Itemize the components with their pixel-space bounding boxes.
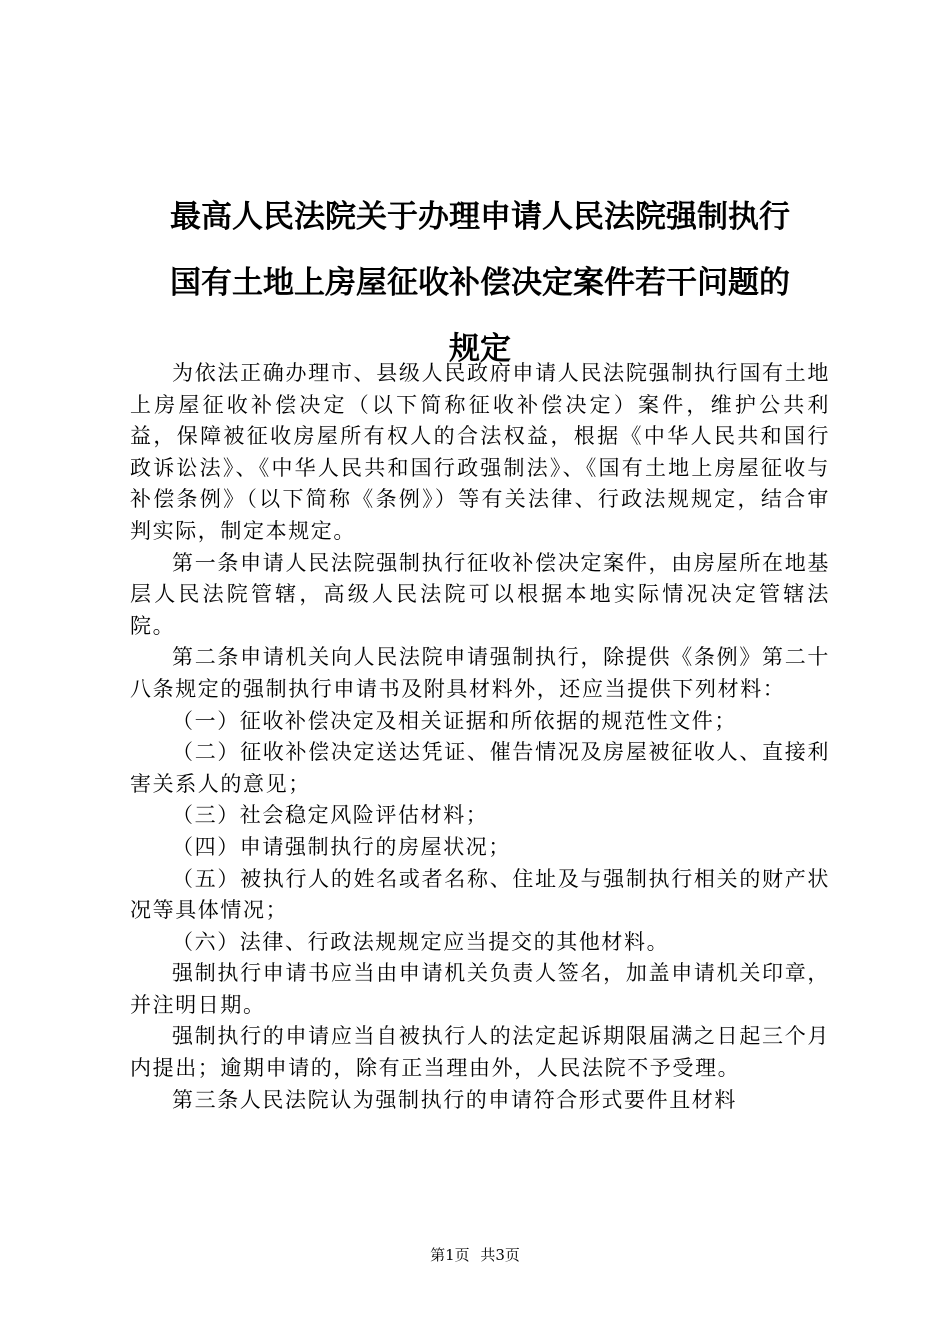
page-number: 第1页 bbox=[430, 1246, 470, 1264]
deadline-paragraph: 强制执行的申请应当自被执行人的法定起诉期限届满之日起三个月内提出；逾期申请的，除有正当理由外，人民法院不予受理。 bbox=[130, 1024, 830, 1081]
title-line-3: 规定 bbox=[449, 331, 511, 367]
title-line-1: 最高人民法院关于办理申请人民法院强制执行 bbox=[170, 199, 790, 235]
article-2-item-3: （三）社会稳定风险评估材料； bbox=[172, 803, 489, 828]
article-3-paragraph: 第三条人民法院认为强制执行的申请符合形式要件且材料 bbox=[172, 1087, 737, 1112]
article-2-item-6: （六）法律、行政法规规定应当提交的其他材料。 bbox=[172, 929, 670, 954]
article-1-paragraph: 第一条申请人民法院强制执行征收补偿决定案件，由房屋所在地基层人民法院管辖，高级人民法院可以根据本地实际情况决定管辖法院。 bbox=[130, 550, 830, 638]
article-2-item-1: （一）征收补偿决定及相关证据和所依据的规范性文件； bbox=[172, 708, 737, 733]
article-2-item-5: （五）被执行人的姓名或者名称、住址及与强制执行相关的财产状况等具体情况； bbox=[130, 866, 830, 923]
article-2-item-4: （四）申请强制执行的房屋状况； bbox=[172, 834, 511, 859]
page-total: 共3页 bbox=[480, 1246, 520, 1264]
title-line-2: 国有土地上房屋征收补偿决定案件若干问题的 bbox=[170, 265, 790, 301]
signature-paragraph: 强制执行申请书应当由申请机关负责人签名，加盖申请机关印章，并注明日期。 bbox=[130, 961, 830, 1017]
document-body bbox=[130, 358, 830, 1116]
preamble-paragraph: 为依法正确办理市、县级人民政府申请人民法院强制执行国有土地上房屋征收补偿决定（以下简称征收补偿决定）案件，维护公共利益，保障被征收房屋所有权人的合法权益，根据《中华人民共和国行政诉讼法》、《中华人民共和国行政强制法》、《国有土地上房屋征收与补偿条例》（以下简称《条例》）等有关法律、行政法规规定，结合审判实际，制定本规定。 bbox=[130, 361, 830, 543]
article-2-item-2: （二）征收补偿决定送达凭证、催告情况及房屋被征收人、直接利害关系人的意见； bbox=[130, 740, 830, 796]
page-footer bbox=[0, 1244, 950, 1266]
document-title bbox=[110, 184, 850, 382]
article-2-paragraph: 第二条申请机关向人民法院申请强制执行，除提供《条例》第二十八条规定的强制执行申请书及附具材料外，还应当提供下列材料： bbox=[130, 645, 830, 701]
